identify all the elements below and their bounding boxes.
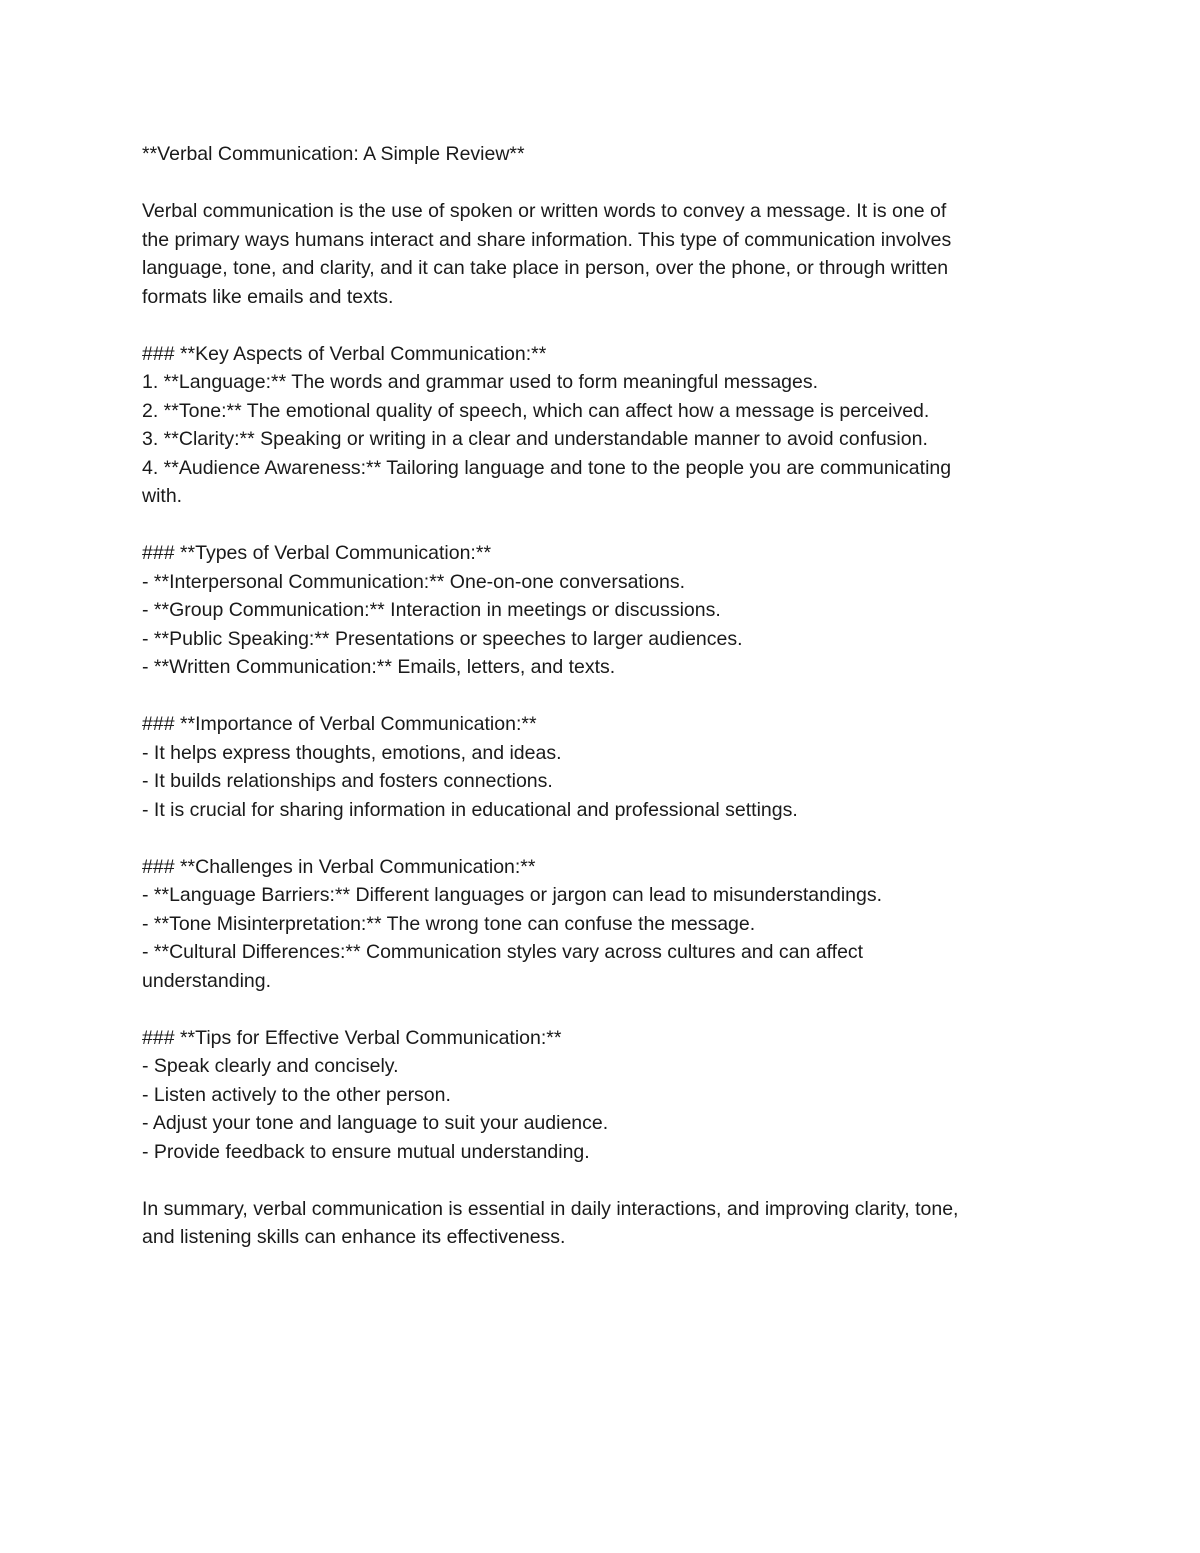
document-title: **Verbal Communication: A Simple Review** xyxy=(142,143,525,165)
section-heading: ### **Challenges in Verbal Communication:** xyxy=(142,855,536,878)
section-importance xyxy=(142,710,1062,824)
list-item: - **Public Speaking:** Presentations or speeches to larger audiences. xyxy=(142,627,743,650)
list-item: - Adjust your tone and language to suit your audience. xyxy=(142,1112,609,1134)
section-challenges xyxy=(142,853,1062,996)
list-item: - Provide feedback to ensure mutual understanding. xyxy=(142,1140,590,1163)
section-types xyxy=(142,539,1062,682)
section-heading: ### **Importance of Verbal Communication:** xyxy=(142,713,537,735)
section-key-aspects xyxy=(142,340,1062,511)
section-heading: ### **Tips for Effective Verbal Communication:** xyxy=(142,1026,562,1049)
list-item: 1. **Language:** The words and grammar used to form meaningful messages. xyxy=(142,371,819,393)
list-item: - **Written Communication:** Emails, letters, and texts. xyxy=(142,656,616,678)
section-tips xyxy=(142,1024,1062,1167)
blank-line xyxy=(142,311,1062,340)
list-item: - Listen actively to the other person. xyxy=(142,1083,451,1106)
list-item: 2. **Tone:** The emotional quality of speech, which can affect how a message is perceived. xyxy=(142,399,930,422)
paragraph-line: and listening skills can enhance its effectiveness. xyxy=(142,1226,566,1248)
paragraph-line: language, tone, and clarity, and it can take place in person, over the phone, or through written xyxy=(142,257,949,279)
section-heading: ### **Key Aspects of Verbal Communication:** xyxy=(142,342,547,365)
section-heading: ### **Types of Verbal Communication:** xyxy=(142,542,492,564)
list-item: 3. **Clarity:** Speaking or writing in a clear and understandable manner to avoid confusion. xyxy=(142,428,928,450)
summary-paragraph xyxy=(142,1195,1062,1252)
list-item: - It helps express thoughts, emotions, and ideas. xyxy=(142,741,562,764)
blank-line xyxy=(142,824,1062,853)
list-item: 4. **Audience Awareness:** Tailoring language and tone to the people you are communicating xyxy=(142,456,952,479)
paragraph-line: formats like emails and texts. xyxy=(142,285,394,308)
list-item: - Speak clearly and concisely. xyxy=(142,1055,399,1077)
list-item-continuation: with. xyxy=(142,485,183,507)
list-item: - It builds relationships and fosters connections. xyxy=(142,770,553,792)
blank-line xyxy=(142,995,1062,1024)
blank-line xyxy=(142,169,1062,198)
list-item: - **Interpersonal Communication:** One-on-one conversations. xyxy=(142,570,686,593)
intro-paragraph xyxy=(142,197,1062,311)
blank-line xyxy=(142,682,1062,711)
paragraph-line: In summary, verbal communication is essential in daily interactions, and improving clarity, tone, xyxy=(142,1197,959,1220)
list-item: - It is crucial for sharing information in educational and professional settings. xyxy=(142,798,798,821)
blank-line xyxy=(142,511,1062,540)
list-item: - **Cultural Differences:** Communication styles vary across cultures and can affect xyxy=(142,941,864,963)
paragraph-line: Verbal communication is the use of spoken or written words to convey a message. It is one of xyxy=(142,200,947,222)
list-item-continuation: understanding. xyxy=(142,969,272,992)
list-item: - **Language Barriers:** Different languages or jargon can lead to misunderstandings. xyxy=(142,884,883,906)
list-item: - **Tone Misinterpretation:** The wrong tone can confuse the message. xyxy=(142,912,756,935)
document-body xyxy=(142,140,1062,1252)
paragraph-line: the primary ways humans interact and share information. This type of communication involves xyxy=(142,228,952,251)
blank-line xyxy=(142,1166,1062,1195)
list-item: - **Group Communication:** Interaction in meetings or discussions. xyxy=(142,599,721,621)
